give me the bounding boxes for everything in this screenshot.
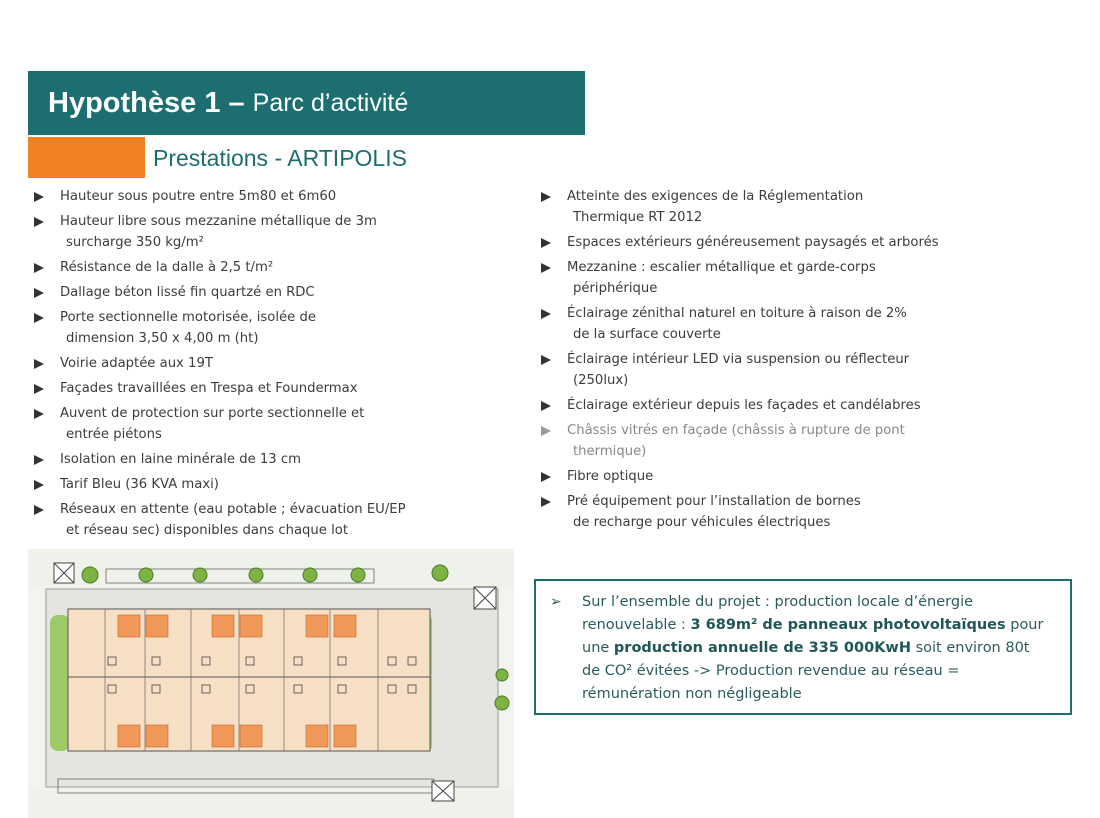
callout-bold-1: 3 689m² de panneaux photovoltaïques bbox=[690, 617, 1006, 633]
site-plan-image bbox=[28, 549, 514, 818]
bullet-item: Fibre optique bbox=[537, 466, 977, 487]
bullet-item: Éclairage extérieur depuis les façades et candélabres bbox=[537, 395, 977, 416]
slide-title-light: Parc d’activité bbox=[252, 88, 409, 117]
bullet-item: Dallage béton lissé fin quartzé en RDC bbox=[30, 282, 450, 303]
callout-text-3: soit environ 80t de CO² évitées -> Production revendue au réseau = rémunération non négligeable bbox=[582, 640, 1030, 702]
bullet-item: Espaces extérieurs généreusement paysagés et arborés bbox=[537, 232, 977, 253]
bullet-item: Hauteur sous poutre entre 5m80 et 6m60 bbox=[30, 186, 450, 207]
orange-accent-block bbox=[28, 137, 145, 178]
bullet-item: Atteinte des exigences de la Réglementation Thermique RT 2012 bbox=[537, 186, 977, 228]
bullet-item: Tarif Bleu (36 KVA maxi) bbox=[30, 474, 450, 495]
bullet-item: Éclairage zénithal naturel en toiture à raison de 2% de la surface couverte bbox=[537, 303, 977, 345]
callout-text-1: Sur l’ensemble du projet : production locale d’énergie renouvelable : bbox=[582, 594, 974, 633]
bullet-item: Auvent de protection sur porte sectionnelle et entrée piétons bbox=[30, 403, 450, 445]
bullet-item: Réseaux en attente (eau potable ; évacuation EU/EP et réseau sec) disponibles dans chaque lot bbox=[30, 499, 450, 541]
bullet-item: Châssis vitrés en façade (châssis à rupture de pont thermique) bbox=[537, 420, 977, 462]
slide-subtitle: Prestations - ARTIPOLIS bbox=[153, 145, 407, 171]
bullet-item: Isolation en laine minérale de 13 cm bbox=[30, 449, 450, 470]
left-bullet-list bbox=[30, 186, 450, 545]
bullet-item: Éclairage intérieur LED via suspension ou réflecteur (250lux) bbox=[537, 349, 977, 391]
right-bullet-list bbox=[537, 186, 977, 537]
slide-title-bar bbox=[28, 71, 585, 135]
bullet-item: Hauteur libre sous mezzanine métallique de 3m surcharge 350 kg/m² bbox=[30, 211, 450, 253]
arrow-bullet-icon: ➢ bbox=[550, 594, 562, 610]
site-plan-drawing bbox=[28, 549, 514, 818]
bullet-item: Façades travaillées en Trespa et Foundermax bbox=[30, 378, 450, 399]
slide-title-bold: Hypothèse 1 – bbox=[48, 86, 245, 119]
energy-callout-box bbox=[534, 579, 1072, 715]
callout-text-2: pour une bbox=[582, 617, 1044, 656]
bullet-item: Pré équipement pour l’installation de bornes de recharge pour véhicules électriques bbox=[537, 491, 977, 533]
bullet-item: Porte sectionnelle motorisée, isolée de dimension 3,50 x 4,00 m (ht) bbox=[30, 307, 450, 349]
bullet-item: Mezzanine : escalier métallique et garde-corps périphérique bbox=[537, 257, 977, 299]
bullet-item: Résistance de la dalle à 2,5 t/m² bbox=[30, 257, 450, 278]
bullet-item: Voirie adaptée aux 19T bbox=[30, 353, 450, 374]
callout-bold-2: production annuelle de 335 000KwH bbox=[613, 640, 911, 656]
